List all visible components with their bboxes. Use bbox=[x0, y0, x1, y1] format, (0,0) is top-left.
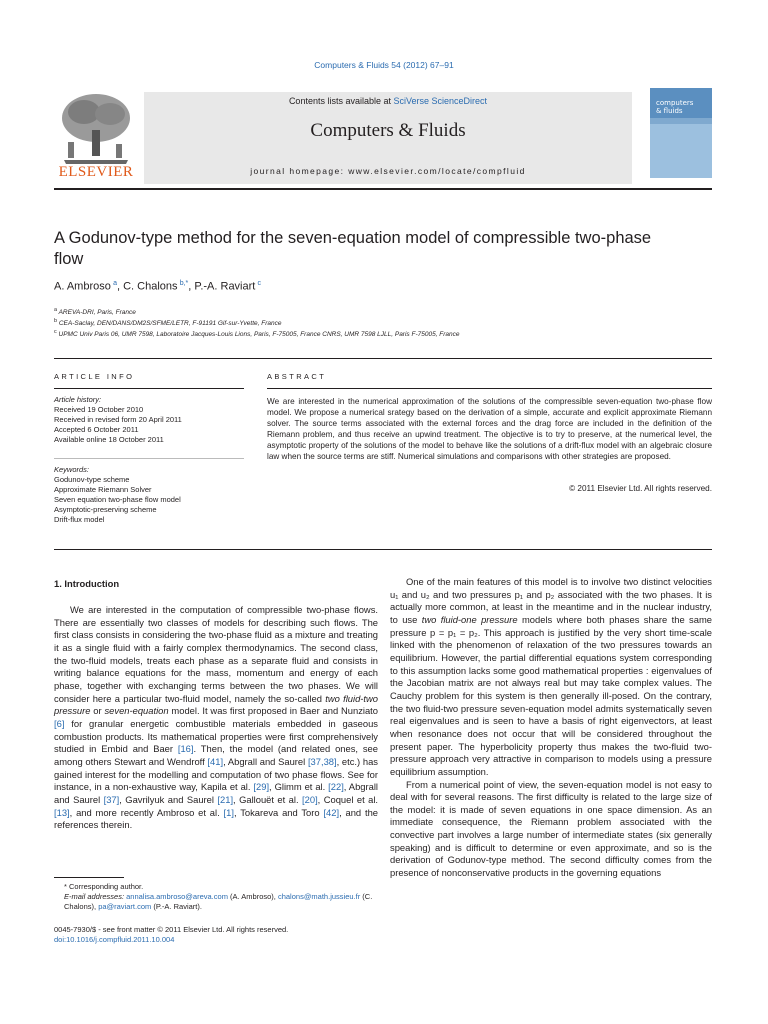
affiliation-text: CEA-Saclay, DEN/DANS/DM2S/SFME/LETR, F-91191 Gif-sur-Yvette, France bbox=[58, 320, 282, 328]
keywords-label: Keywords: bbox=[54, 465, 90, 474]
affiliation bbox=[54, 318, 281, 327]
citation-link[interactable]: [13] bbox=[54, 806, 70, 818]
footnotes bbox=[54, 882, 378, 912]
affiliation-marker: b bbox=[54, 318, 58, 324]
author-affiliation-marker[interactable]: c bbox=[257, 280, 262, 287]
cover-title-1: computers bbox=[656, 99, 694, 107]
abstract-heading: ABSTRACT bbox=[267, 372, 327, 381]
publisher-name: ELSEVIER bbox=[58, 164, 134, 180]
email-addresses: E-mail addresses: annalisa.ambroso@areva.com (A. Ambroso), chalons@math.jussieu.fr (C. Chalons), pa@raviart.com (P.-A. Raviart). bbox=[64, 892, 373, 911]
email-link[interactable]: pa@raviart.com bbox=[98, 902, 152, 911]
body-column-right bbox=[390, 576, 712, 880]
corresponding-author-note: * Corresponding author. bbox=[64, 882, 144, 891]
author-name: P.-A. Raviart bbox=[194, 280, 256, 293]
doi-link[interactable]: doi:10.1016/j.compfluid.2011.10.004 bbox=[54, 935, 175, 944]
section-heading: 1. Introduction bbox=[54, 578, 120, 589]
cover-lower bbox=[650, 124, 712, 178]
section-rule bbox=[54, 549, 712, 550]
keyword-item: Seven equation two-phase flow model bbox=[54, 495, 181, 504]
citation-link[interactable]: [16] bbox=[177, 743, 194, 755]
keywords-rule bbox=[54, 458, 244, 459]
citation-link[interactable]: [21] bbox=[217, 793, 234, 805]
footnote-rule bbox=[54, 877, 124, 878]
journal-homepage-link[interactable]: journal homepage: www.elsevier.com/locate/compfluid bbox=[250, 166, 526, 176]
history-label: Article history: bbox=[54, 395, 102, 404]
author-name: C. Chalons bbox=[123, 280, 178, 293]
affiliation bbox=[54, 329, 460, 338]
body-paragraph: We are interested in the computation of compressible two-phase flows. There are essentially two classes of models for describing such flows. The first class consists in considering the two-phase fluid as a mixture and treating it as a single fluid with a fairly complex thermodynamics. The second class, the two-fluid models, treats each phase as a separate fluid and consists in writing balance equations for the mass, momentum and energy of each phase, together with exchanging terms between the two phases. We will consider here a particular two-fluid model, namely the so-called two fluid-two pressure or seven-equation model. It was first proposed in Baer and Nunziato [6] for granular energetic combustible materials embedded in gaseous combustion products. Its mathematical properties were first comprehensively studied in Embid and Baer [16]. Then, the model (and related ones, see among others Stewart and Wendroff [41], Abgrall and Saurel [37,38], etc.) has gained interest for the modelling and computation of two phase flows. See for instance, in a non-exhaustive way, Kapila et al. [29], Glimm et al. [22], Abgrall and Saurel [37], Gavrilyuk and Saurel [21], Gallouët et al. [20], Coquel et al. [13], and more recently Ambroso et al. [1], Tokareva and Toro [42], and the references therein. bbox=[54, 604, 379, 831]
keyword-item: Godunov-type scheme bbox=[54, 475, 130, 484]
abstract-rule bbox=[267, 388, 712, 389]
paper-title: A Godunov-type method for the seven-equation model of compressible two-phase flow bbox=[54, 229, 652, 268]
author-name: A. Ambroso bbox=[54, 280, 111, 293]
contents-prefix: Contents lists available at bbox=[288, 96, 394, 106]
author-list: A. Ambroso $^a$, C. Chalons $^{b,*}$, P.-A. Raviart $^c$ bbox=[54, 280, 262, 293]
section-rule bbox=[54, 358, 712, 359]
author-affiliation-marker[interactable]: a bbox=[113, 280, 117, 287]
citation-link[interactable]: [37] bbox=[103, 793, 120, 805]
citation-link[interactable]: [1] bbox=[223, 806, 234, 818]
journal-cover-image[interactable] bbox=[650, 88, 712, 178]
cover-title-2: & fluids bbox=[656, 107, 683, 115]
history-item: Received in revised form 20 April 2011 bbox=[54, 415, 182, 424]
affiliation bbox=[54, 307, 136, 316]
article-history bbox=[54, 395, 244, 445]
keyword-item: Approximate Riemann Solver bbox=[54, 485, 152, 494]
journal-reference-link[interactable]: Computers & Fluids 54 (2012) 67–91 bbox=[314, 60, 454, 70]
elsevier-logo[interactable] bbox=[54, 90, 138, 184]
author-affiliation-marker[interactable]: b,* bbox=[179, 280, 189, 287]
email-link[interactable]: annalisa.ambroso@areva.com bbox=[126, 892, 228, 901]
header-rule bbox=[54, 188, 712, 190]
body-paragraph: From a numerical point of view, the seven-equation model is not easy to deal with for several reasons. The first difficulty is related to the large size of the model: it is made of seven equations in one space dimension. As an immediate consequence, the Riemann problem associated with the convective part involves a large number of intermediate states (six generally speaking) and is difficult to determine or even approximate, and so is the derivation of Godunov-type method. The second difficulty comes from the presence of nonconservative products in the governing equations bbox=[390, 778, 712, 879]
copyright-notice: © 2011 Elsevier Ltd. All rights reserved. bbox=[569, 484, 712, 493]
article-info-heading: ARTICLE INFO bbox=[54, 372, 135, 381]
contents-line bbox=[144, 96, 632, 106]
history-item: Received 19 October 2010 bbox=[54, 405, 144, 414]
affiliation-text: AREVA-DRI, Paris, France bbox=[58, 309, 136, 317]
history-item: Accepted 6 October 2011 bbox=[54, 425, 139, 434]
body-paragraph: One of the main features of this model is to involve two distinct velocities u₁ and u₂ and two pressures p₁ and p₂ associated with the two phases. It is actually more common, at least in the meantime and in the nuclear industry, to use two fluid-one pressure models where both phases share the same pressure p = p₁ = p₂. This approach is justified by the very short time-scale linked with the phenomenon of relaxation of the two pressures towards an equilibrium. However, the partial differential equations system corresponding to this assumption lacks some good mathematical properties : eigenvalues of the Jacobian matrix are not always real but may take complex values. The Cauchy problem for this system is then generally ill-posed. On the contrary, the two fluid-two pressure seven-equation model admits systematically seven real eigenvalues and is seen to have a basis of right eigenvectors, at least when resonance does not occur that will be considered throughout the present paper. The hyperbolicity property thus makes the two-fluid two-pressure approach very attractive in comparison to models using a pressure equilibrium assumption. bbox=[390, 576, 712, 777]
issn-line: 0045-7930/$ - see front matter © 2011 Elsevier Ltd. All rights reserved. bbox=[54, 925, 289, 934]
citation-link[interactable]: [42] bbox=[323, 806, 340, 818]
history-item: Available online 18 October 2011 bbox=[54, 435, 164, 444]
abstract-text: We are interested in the numerical approximation of the solutions of the compressible seven-equation two-phase flow model. We propose a numerical srategy based on the derivation of a simple, accurate and explicit approximate Riemann solver. The source terms associated with the external forces and the drag force are included in the definition of the Riemann problem, and thus receive an upwind treatment. The objective is to try to preserve, at the numerical level, the asymptotic property of the solutions of the model to behave like the solutions of a drift-flux model with an algebraic closure law when the source terms are stiff. Numerical simulations and comparisons with other strategies are proposed. bbox=[267, 397, 712, 461]
keyword-item: Asymptotic-preserving scheme bbox=[54, 505, 157, 514]
email-link[interactable]: chalons@math.jussieu.fr bbox=[277, 892, 361, 901]
affiliation-text: UPMC Univ Paris 06, UMR 7598, Laboratoire Jacques-Louis Lions, Paris, F-75005, France CNRS, UMR 7598 LJLL, Paris F-75005, France bbox=[58, 331, 460, 339]
journal-title: Computers & Fluids bbox=[310, 120, 466, 141]
citation-link[interactable]: [6] bbox=[54, 717, 65, 729]
article-info-rule bbox=[54, 388, 244, 389]
publication-info bbox=[54, 925, 288, 945]
keyword-item: Drift-flux model bbox=[54, 515, 105, 524]
affiliation-marker: a bbox=[54, 307, 58, 313]
citation-link[interactable]: [41] bbox=[207, 755, 224, 767]
citation-link[interactable]: [37,38] bbox=[307, 755, 337, 767]
citation-link[interactable]: [29] bbox=[253, 781, 270, 793]
body-column-left bbox=[54, 604, 378, 832]
keywords bbox=[54, 465, 244, 525]
affiliation-marker: c bbox=[54, 329, 57, 335]
citation-link[interactable]: [22] bbox=[328, 781, 344, 793]
sciencedirect-link[interactable]: SciVerse ScienceDirect bbox=[393, 96, 488, 106]
citation-link[interactable]: [20] bbox=[302, 793, 318, 805]
